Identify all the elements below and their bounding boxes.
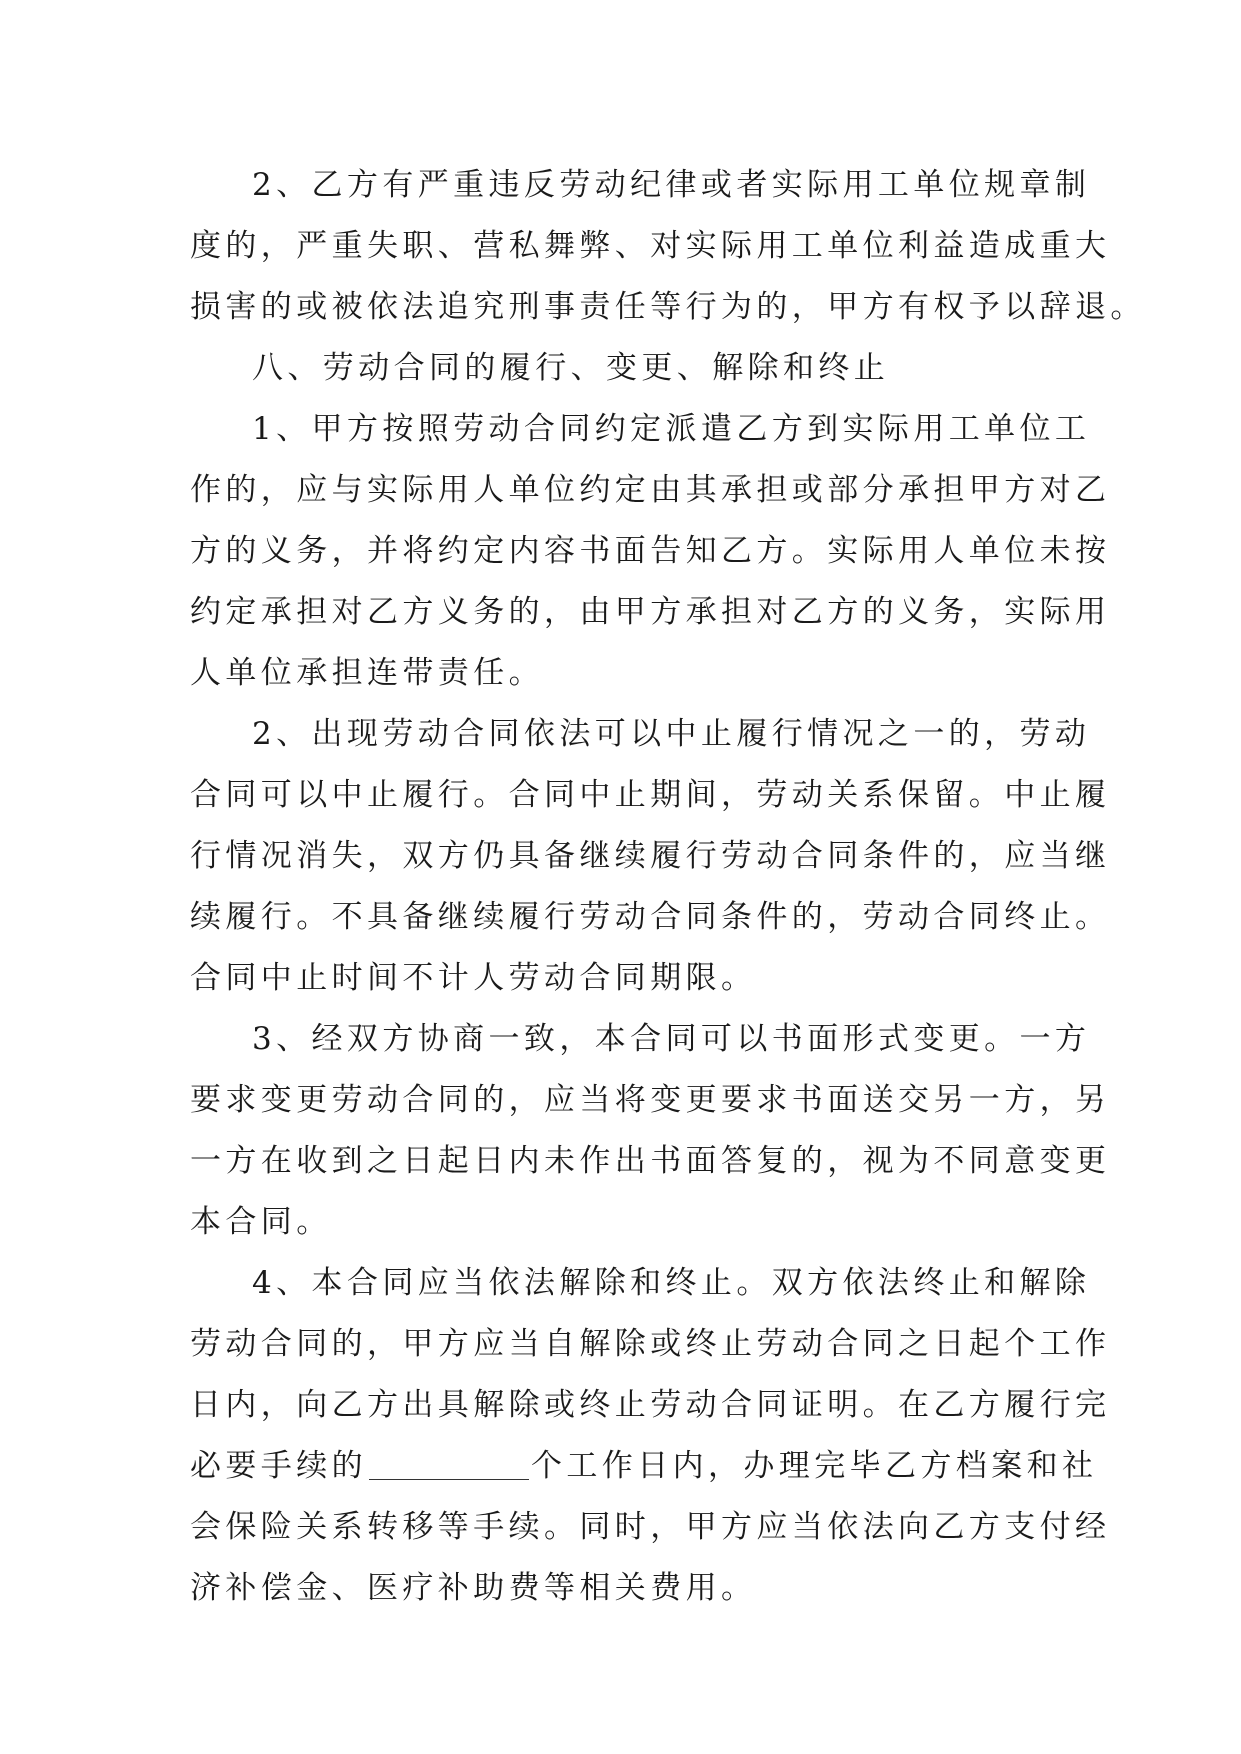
clause-8-3-line-1: 3、经双方协商一致，本合同可以书面形式变更。一方: [252, 1021, 1091, 1057]
clause-8-4-line-4-start: 必要手续的: [190, 1448, 367, 1484]
clause-7-2-line-1: 2、乙方有严重违反劳动纪律或者实际用工单位规章制: [252, 167, 1091, 203]
clause-8-2-line-5: 合同中止时间不计人劳动合同期限。: [190, 960, 757, 996]
clause-8-3-line-2: 要求变更劳动合同的，应当将变更要求书面送交另一方，另: [190, 1082, 1111, 1118]
clause-8-4-line-1: 4、本合同应当依法解除和终止。双方依法终止和解除: [252, 1265, 1091, 1301]
clause-8-2-line-4: 续履行。不具备继续履行劳动合同条件的，劳动合同终止。: [190, 899, 1111, 935]
clause-8-4-line-2: 劳动合同的，甲方应当自解除或终止劳动合同之日起个工作: [190, 1326, 1111, 1362]
clause-8-2-line-2: 合同可以中止履行。合同中止期间，劳动关系保留。中止履: [190, 777, 1111, 813]
clause-8-1-line-5: 人单位承担连带责任。: [190, 655, 544, 691]
clause-8-4-line-3: 日内，向乙方出具解除或终止劳动合同证明。在乙方履行完: [190, 1387, 1111, 1423]
clause-8-4-line-5: 会保险关系转移等手续。同时，甲方应当依法向乙方支付经: [190, 1509, 1111, 1545]
clause-8-3-line-4: 本合同。: [190, 1204, 332, 1240]
clause-8-1-line-1: 1、甲方按照劳动合同约定派遣乙方到实际用工单位工: [252, 411, 1091, 447]
fill-in-blank-days[interactable]: [369, 1439, 529, 1480]
clause-8-4-line-4-end: 个工作日内，办理完毕乙方档案和社: [531, 1448, 1098, 1484]
clause-8-1-line-2: 作的，应与实际用人单位约定由其承担或部分承担甲方对乙: [190, 472, 1111, 508]
clause-7-2-line-3: 损害的或被依法追究刑事责任等行为的，甲方有权予以辞退。: [190, 289, 1146, 325]
section-8-heading: 八、劳动合同的履行、变更、解除和终止: [252, 350, 890, 386]
clause-8-1-line-3: 方的义务，并将约定内容书面告知乙方。实际用人单位未按: [190, 533, 1111, 569]
clause-8-4-line-4: [190, 1439, 1097, 1493]
clause-8-3-line-3: 一方在收到之日起日内未作出书面答复的，视为不同意变更: [190, 1143, 1111, 1179]
clause-8-2-line-3: 行情况消失，双方仍具备继续履行劳动合同条件的，应当继: [190, 838, 1111, 874]
clause-8-2-line-1: 2、出现劳动合同依法可以中止履行情况之一的，劳动: [252, 716, 1091, 752]
clause-8-4-line-6: 济补偿金、医疗补助费等相关费用。: [190, 1570, 757, 1606]
clause-8-1-line-4: 约定承担对乙方义务的，由甲方承担对乙方的义务，实际用: [190, 594, 1111, 630]
clause-7-2-line-2: 度的，严重失职、营私舞弊、对实际用工单位利益造成重大: [190, 228, 1111, 264]
